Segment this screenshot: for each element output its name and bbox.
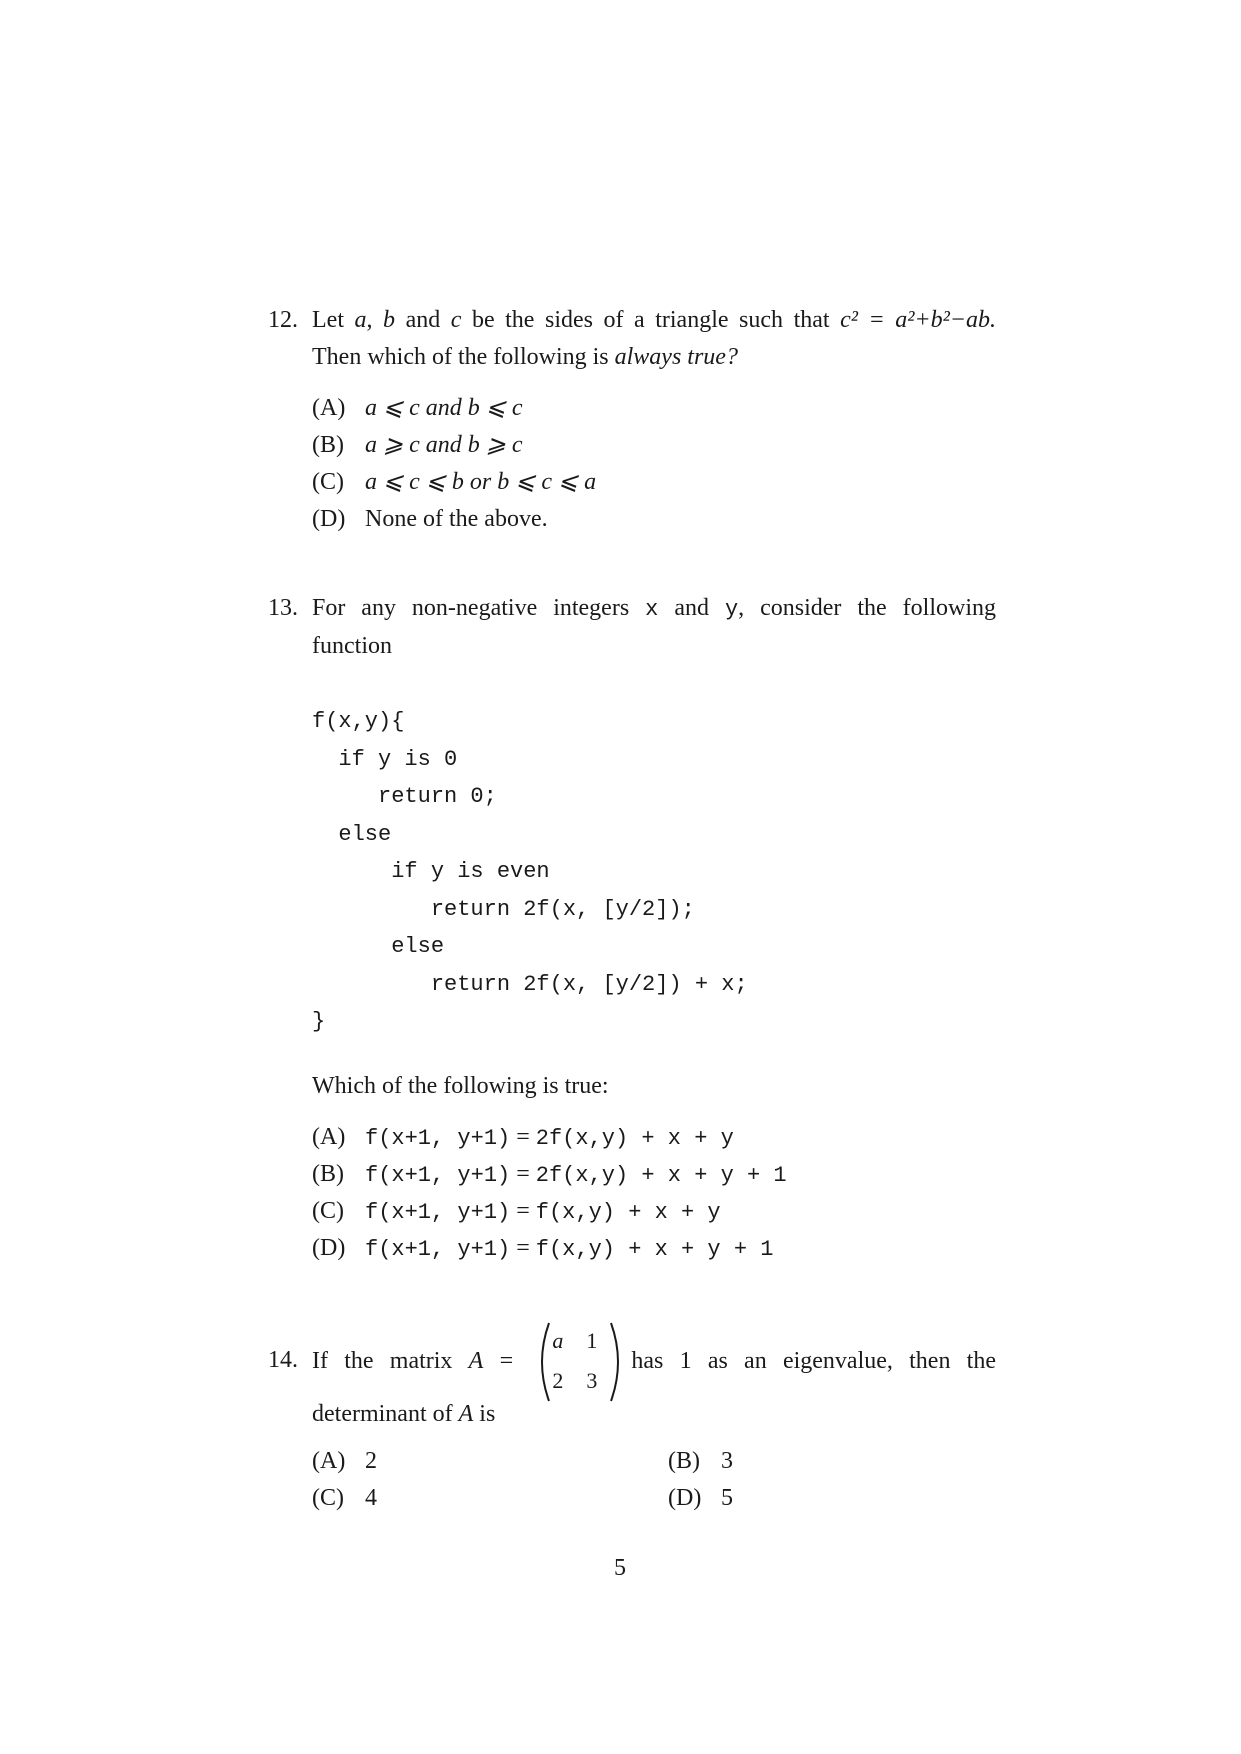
question-13-options [268,1068,996,1267]
matrix-brackets [535,1321,625,1403]
code-line: return 2f(x, [y/2]); [312,896,695,922]
code-line: } [312,1009,326,1034]
question-text-line-2: determinant of A is [312,1401,496,1427]
option-d[interactable]: (D) None of the above. [312,506,548,532]
question-text-line-1: If the matrix A = a 1 2 3 has 1 as an eigenvalue, then the [312,1318,996,1404]
option-a[interactable]: (A) 2 [312,1448,377,1474]
code-block [312,703,748,1041]
options-list [312,1119,996,1267]
question-text-line-1: Let a, b and c be the sides of a triangle such that c² = a²+b²−ab. [312,307,996,333]
question-prompt: Which of the following is true: [312,1073,609,1099]
matrix [535,1321,625,1403]
matrix-cell: 3 [586,1368,598,1394]
matrix-cell: 2 [552,1368,564,1394]
option-a[interactable]: (A) f(x+1, y+1) = 2f(x,y) + x + y [312,1124,734,1151]
code-line: if y is even [312,859,550,884]
question-14 [268,1318,996,1517]
option-b[interactable]: (B) f(x+1, y+1) = 2f(x,y) + x + y + 1 [312,1161,787,1188]
question-text-line-1: For any non-negative integers x and y, consider the following [312,595,997,622]
code-line: return 0; [312,784,497,809]
option-d[interactable]: (D) 5 [668,1485,733,1511]
question-12 [268,302,996,538]
option-b[interactable]: (B) 3 [668,1448,733,1474]
question-text-line-2: Then which of the following is always true? [312,344,738,370]
equation: c² = a²+b²−ab. [840,307,996,333]
option-b[interactable]: (B) a ⩾ c and b ⩾ c [312,432,523,458]
code-line: if y is 0 [312,746,458,772]
question-number: 13. [268,595,298,621]
option-c[interactable]: (C) f(x+1, y+1) = f(x,y) + x + y [312,1198,721,1225]
option-d[interactable]: (D) f(x+1, y+1) = f(x,y) + x + y + 1 [312,1235,774,1262]
options-list [312,390,996,538]
option-a[interactable]: (A) a ⩽ c and b ⩽ c [312,395,523,421]
matrix-cell: a [552,1328,564,1354]
option-c[interactable]: (C) 4 [312,1485,377,1511]
code-line: f(x,y){ [312,709,405,734]
matrix-cell: 1 [586,1328,598,1354]
options-grid [312,1443,996,1517]
code-line: else [312,821,392,847]
question-13 [268,590,996,665]
question-text-line-2: function [312,633,392,659]
page-number: 5 [614,1555,626,1581]
code-line: else [312,934,445,959]
question-number: 12. [268,307,298,333]
question-number: 14. [268,1347,298,1373]
option-c[interactable]: (C) a ⩽ c ⩽ b or b ⩽ c ⩽ a [312,469,597,495]
code-line: return 2f(x, [y/2]) + x; [312,971,748,997]
